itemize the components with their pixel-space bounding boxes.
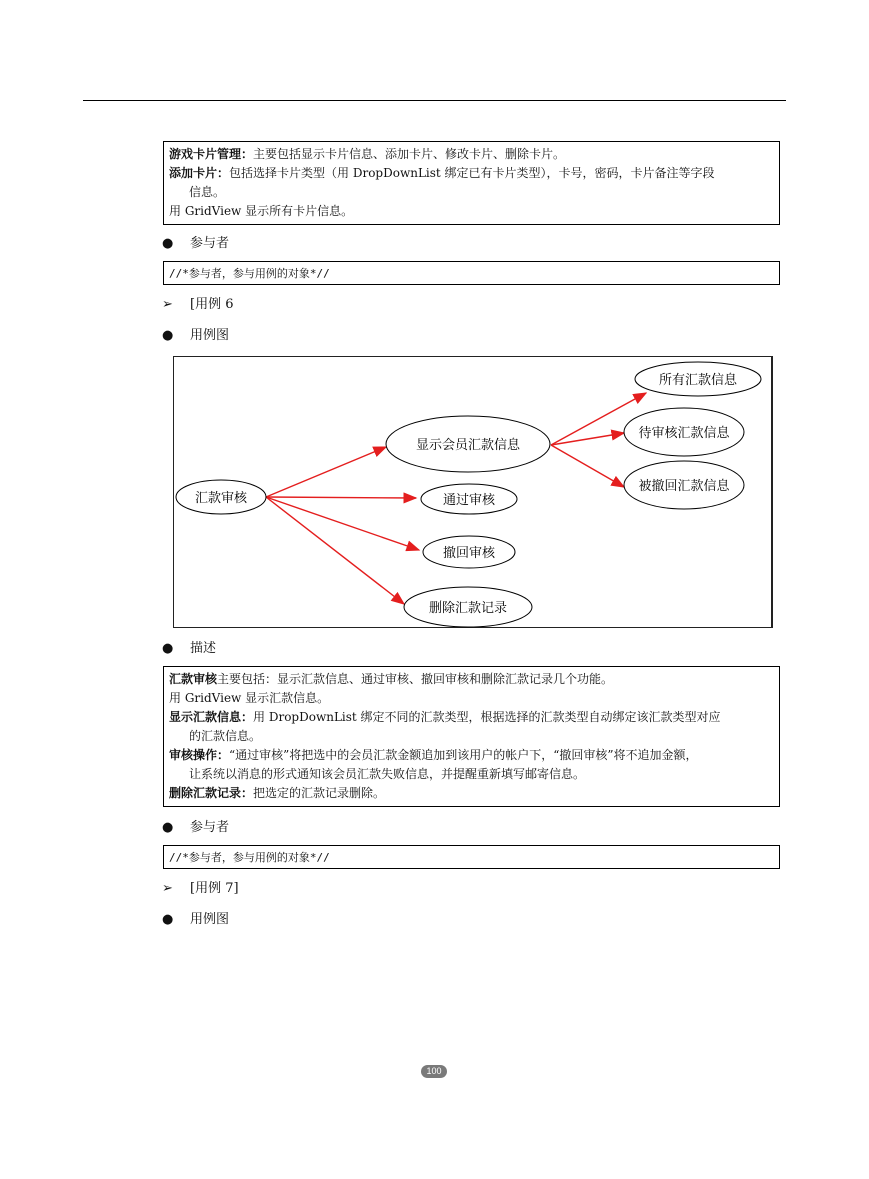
arrow-to-revoked — [551, 445, 624, 487]
remittance-description-box — [163, 666, 780, 807]
use-case-svg — [174, 357, 774, 629]
bullet-label: 参与者 — [190, 820, 230, 835]
header-rule — [83, 100, 786, 101]
bullet-participants-2 — [162, 820, 229, 836]
box1-line2-cont: 信息。 — [189, 185, 226, 199]
box2-line4 — [169, 746, 774, 765]
usecase-7-heading — [162, 881, 239, 897]
arrow-to-revoke — [266, 497, 419, 550]
bullet-diagram-1 — [162, 328, 229, 344]
box2-line1 — [169, 670, 774, 689]
card-management-box — [163, 141, 780, 225]
box2-line5-heading: 删除汇款记录： — [169, 786, 254, 800]
bullet-label: 描述 — [190, 641, 217, 656]
participants-box-2: //*参与者，参与用例的对象*// — [163, 845, 780, 869]
usecase-7-label: [用例 7] — [190, 881, 239, 896]
box2-line5 — [169, 784, 774, 803]
participants-box-1: //*参与者，参与用例的对象*// — [163, 261, 780, 285]
bullet-participants-1 — [162, 236, 229, 252]
box1-line1-text: 主要包括显示卡片信息、添加卡片、修改卡片、删除卡片。 — [253, 147, 566, 161]
box2-line5-text: 把选定的汇款记录删除。 — [253, 786, 386, 800]
bullet-mark: ● — [162, 236, 174, 251]
node-show-label: 显示会员汇款信息 — [415, 438, 521, 453]
box1-line1 — [169, 145, 774, 164]
box1-line2-heading: 添加卡片： — [169, 166, 230, 180]
bullet-mark: ● — [162, 641, 174, 656]
box2-line1-text: 主要包括：显示汇款信息、通过审核、撤回审核和删除汇款记录几个功能。 — [217, 672, 614, 686]
node-revoked-label: 被撤回汇款信息 — [638, 479, 730, 494]
usecase-6-label: [用例 6 — [190, 297, 234, 312]
node-pending-label: 待审核汇款信息 — [638, 426, 730, 441]
box2-line4-heading: 审核操作： — [169, 748, 230, 762]
arrow-to-approve — [266, 497, 416, 498]
bullet-diagram-2 — [162, 912, 229, 928]
box2-line3-heading: 显示汇款信息： — [169, 710, 254, 724]
arrow-to-show — [266, 447, 386, 497]
node-revoke-label: 撤回审核 — [442, 546, 496, 561]
box1-line3: 用 GridView 显示所有卡片信息。 — [169, 204, 354, 218]
box2-line4-text: “通过审核”将把选中的会员汇款金额追加到该用户的帐户下，“撤回审核”将不追加金额， — [229, 748, 698, 762]
arrow-bullet-icon: ➢ — [162, 881, 173, 896]
box2-line3-text: 用 DropDownList 绑定不同的汇款类型，根据选择的汇款类型自动绑定该汇款类型对应 — [253, 710, 721, 724]
box2-line1-heading: 汇款审核 — [169, 672, 218, 686]
box2-line2: 用 GridView 显示汇款信息。 — [169, 691, 330, 705]
box2-line3 — [169, 708, 774, 727]
arrow-to-delete — [266, 497, 404, 604]
bullet-mark: ● — [162, 328, 174, 343]
node-all-label: 所有汇款信息 — [658, 373, 738, 388]
box2-line3-cont: 的汇款信息。 — [189, 729, 262, 743]
actor-label: 汇款审核 — [194, 491, 248, 506]
bullet-mark: ● — [162, 912, 174, 927]
bullet-mark: ● — [162, 820, 174, 835]
box1-line2 — [169, 164, 774, 183]
usecase-6-heading — [162, 297, 233, 313]
bullet-label: 用例图 — [190, 328, 230, 343]
bullet-label: 用例图 — [190, 912, 230, 927]
node-delete-label: 删除汇款记录 — [428, 601, 508, 616]
bullet-description — [162, 641, 216, 657]
arrow-bullet-icon: ➢ — [162, 297, 173, 312]
box1-line2-text: 包括选择卡片类型（用 DropDownList 绑定已有卡片类型），卡号，密码，卡片备注等字段 — [229, 166, 715, 180]
box2-line4-cont: 让系统以消息的形式通知该会员汇款失败信息，并提醒重新填写邮寄信息。 — [189, 767, 586, 781]
box1-line1-heading: 游戏卡片管理： — [169, 147, 254, 161]
use-case-diagram — [173, 356, 773, 628]
page-number: 100 — [421, 1065, 447, 1078]
bullet-label: 参与者 — [190, 236, 230, 251]
node-approve-label: 通过审核 — [442, 493, 496, 508]
